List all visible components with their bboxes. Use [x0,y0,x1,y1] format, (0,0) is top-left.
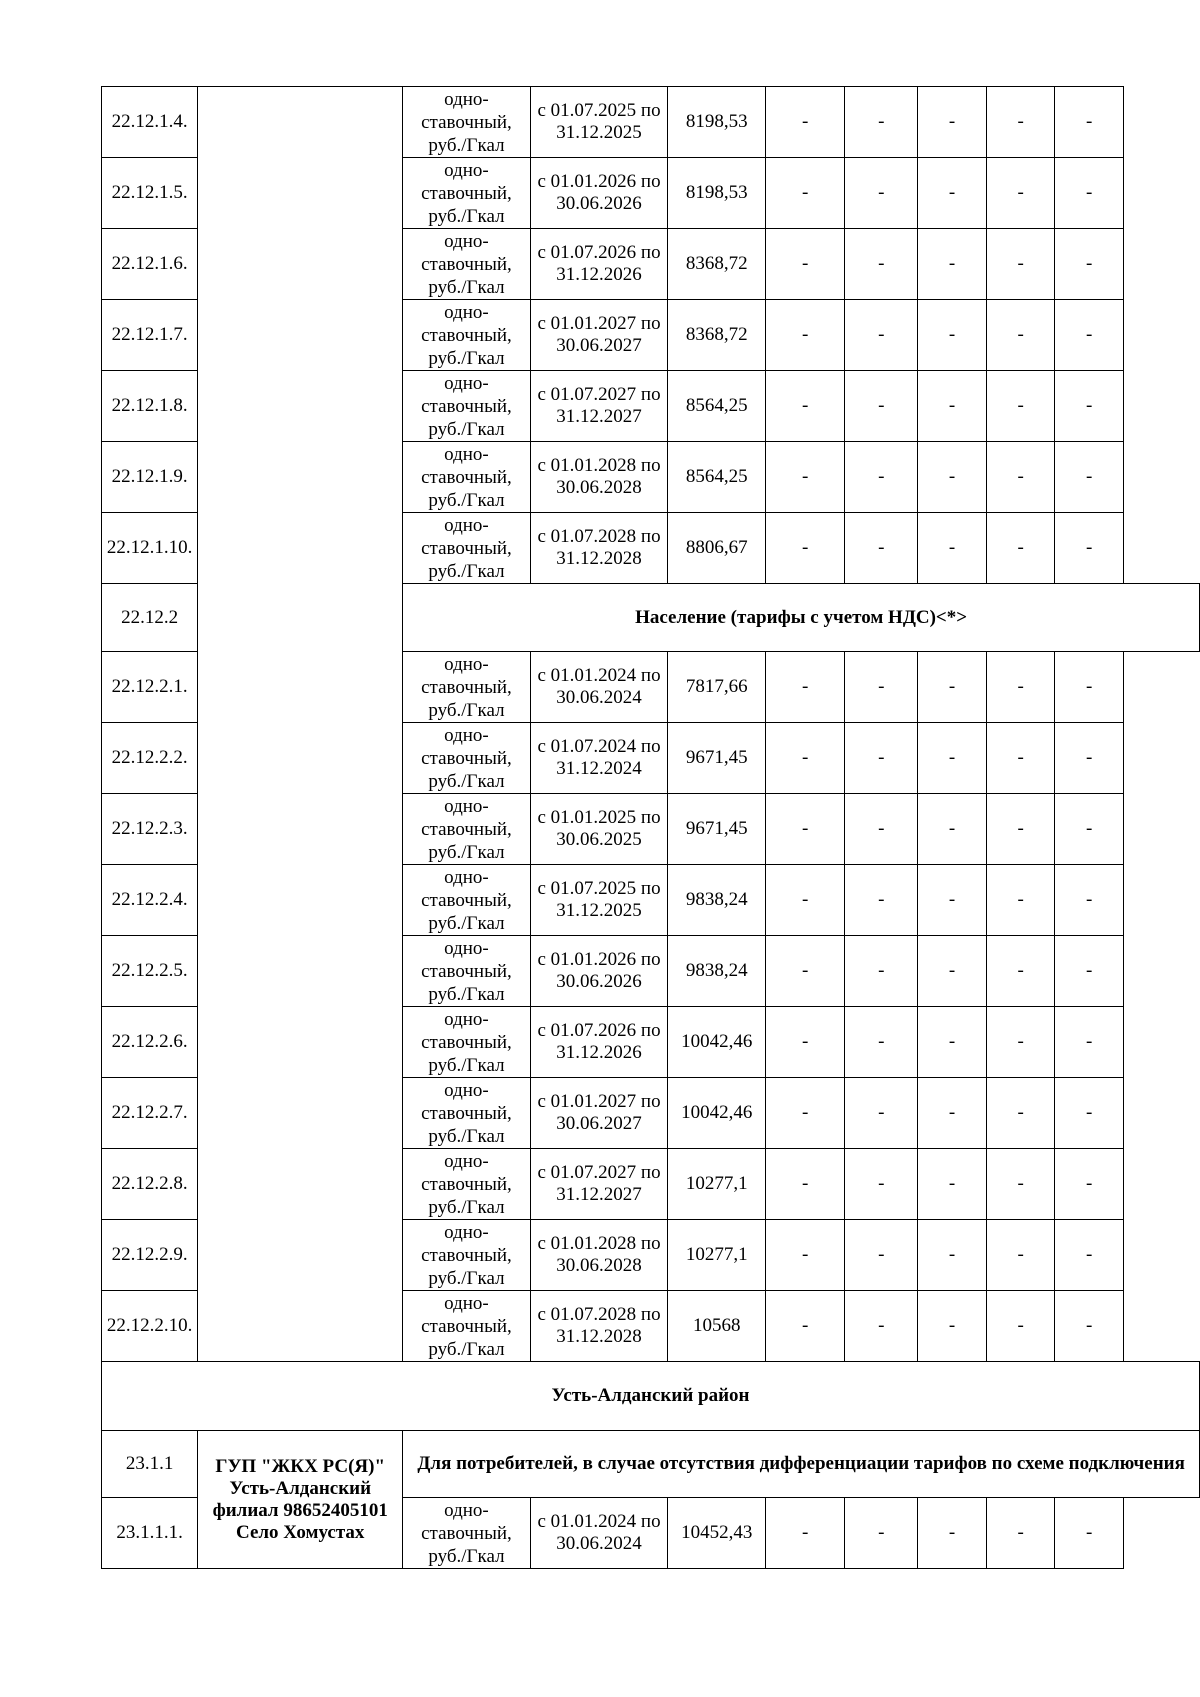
empty-value-cell: - [918,87,987,158]
empty-value-cell: - [986,865,1055,936]
empty-value-cell: - [845,442,918,513]
empty-value-cell: - [766,87,845,158]
empty-value-cell: - [766,158,845,229]
empty-value-cell: - [1055,1498,1124,1569]
period-cell: с 01.07.2026 по 31.12.2026 [530,229,668,300]
period-cell: с 01.07.2027 по 31.12.2027 [530,371,668,442]
period-cell: с 01.01.2027 по 30.06.2027 [530,1078,668,1149]
row-number: 22.12.2.4. [102,865,198,936]
empty-value-cell: - [986,442,1055,513]
empty-value-cell: - [766,442,845,513]
organization-number: 23.1.1 [102,1431,198,1498]
period-cell: с 01.07.2028 по 31.12.2028 [530,1291,668,1362]
empty-value-cell: - [1055,865,1124,936]
empty-value-cell: - [766,1291,845,1362]
empty-value-cell: - [1055,936,1124,1007]
period-cell: с 01.01.2026 по 30.06.2026 [530,936,668,1007]
district-title: Усть-Алданский район [102,1362,1200,1431]
tariff-value-cell: 8368,72 [668,229,766,300]
tariff-value-cell: 8198,53 [668,87,766,158]
empty-value-cell: - [986,1220,1055,1291]
empty-value-cell: - [986,1007,1055,1078]
row-number: 22.12.2.8. [102,1149,198,1220]
empty-value-cell: - [845,1220,918,1291]
empty-value-cell: - [1055,723,1124,794]
district-row [102,1362,1200,1431]
empty-value-cell: - [918,1149,987,1220]
empty-value-cell: - [986,1291,1055,1362]
tariff-value-cell: 9838,24 [668,936,766,1007]
empty-value-cell: - [918,1220,987,1291]
empty-value-cell: - [766,513,845,584]
empty-value-cell: - [766,229,845,300]
tariff-value-cell: 10568 [668,1291,766,1362]
empty-value-cell: - [918,229,987,300]
row-number: 22.12.1.4. [102,87,198,158]
empty-value-cell: - [1055,442,1124,513]
row-number: 22.12.2.10. [102,1291,198,1362]
empty-value-cell: - [845,1291,918,1362]
row-number: 22.12.1.9. [102,442,198,513]
rate-type-cell: одно-ставочный, руб./Гкал [403,513,530,584]
empty-value-cell: - [918,652,987,723]
consumer-group-header: Для потребителей, в случае отсутствия дифференциации тарифов по схеме подключения [403,1431,1200,1498]
rate-type-cell: одно-ставочный, руб./Гкал [403,723,530,794]
organization-cell-blank [198,87,403,1362]
empty-value-cell: - [1055,513,1124,584]
empty-value-cell: - [918,794,987,865]
row-number: 22.12.1.10. [102,513,198,584]
row-number: 22.12.2.1. [102,652,198,723]
empty-value-cell: - [986,723,1055,794]
row-number: 22.12.2.3. [102,794,198,865]
empty-value-cell: - [1055,87,1124,158]
table-row [102,87,1200,158]
empty-value-cell: - [1055,794,1124,865]
empty-value-cell: - [766,652,845,723]
empty-value-cell: - [918,1291,987,1362]
empty-value-cell: - [1055,1291,1124,1362]
empty-value-cell: - [845,936,918,1007]
tariff-value-cell: 10277,1 [668,1149,766,1220]
empty-value-cell: - [766,1220,845,1291]
empty-value-cell: - [1055,158,1124,229]
period-cell: с 01.07.2025 по 31.12.2025 [530,865,668,936]
empty-value-cell: - [845,87,918,158]
empty-value-cell: - [845,229,918,300]
empty-value-cell: - [845,1078,918,1149]
period-cell: с 01.07.2025 по 31.12.2025 [530,87,668,158]
row-number: 22.12.2.7. [102,1078,198,1149]
empty-value-cell: - [845,1007,918,1078]
period-cell: с 01.01.2028 по 30.06.2028 [530,442,668,513]
tariff-value-cell: 10042,46 [668,1078,766,1149]
empty-value-cell: - [845,794,918,865]
empty-value-cell: - [918,300,987,371]
organization-header-row [102,1431,1200,1498]
empty-value-cell: - [1055,371,1124,442]
rate-type-cell: одно-ставочный, руб./Гкал [403,1149,530,1220]
empty-value-cell: - [986,652,1055,723]
row-number: 22.12.2.6. [102,1007,198,1078]
empty-value-cell: - [986,794,1055,865]
empty-value-cell: - [986,300,1055,371]
section-title: Население (тарифы с учетом НДС)<*> [403,584,1200,652]
rate-type-cell: одно-ставочный, руб./Гкал [403,1291,530,1362]
row-number: 22.12.1.6. [102,229,198,300]
tariff-value-cell: 8564,25 [668,371,766,442]
empty-value-cell: - [986,87,1055,158]
rate-type-cell: одно-ставочный, руб./Гкал [403,442,530,513]
empty-value-cell: - [845,371,918,442]
empty-value-cell: - [845,865,918,936]
empty-value-cell: - [918,1007,987,1078]
tariff-value-cell: 9838,24 [668,865,766,936]
organization-name: ГУП "ЖКХ РС(Я)" Усть-Алданский филиал 98652405101 Село Хомустах [198,1431,403,1569]
empty-value-cell: - [845,300,918,371]
period-cell: с 01.01.2024 по 30.06.2024 [530,652,668,723]
tariff-value-cell: 10277,1 [668,1220,766,1291]
rate-type-cell: одно-ставочный, руб./Гкал [403,936,530,1007]
tariff-table [101,86,1200,1569]
row-number: 23.1.1.1. [102,1498,198,1569]
empty-value-cell: - [918,371,987,442]
tariff-value-cell: 8564,25 [668,442,766,513]
rate-type-cell: одно-ставочный, руб./Гкал [403,1078,530,1149]
period-cell: с 01.01.2024 по 30.06.2024 [530,1498,668,1569]
rate-type-cell: одно-ставочный, руб./Гкал [403,1498,530,1569]
tariff-value-cell: 8198,53 [668,158,766,229]
empty-value-cell: - [845,158,918,229]
empty-value-cell: - [766,1007,845,1078]
empty-value-cell: - [918,513,987,584]
tariff-value-cell: 8368,72 [668,300,766,371]
rate-type-cell: одно-ставочный, руб./Гкал [403,794,530,865]
empty-value-cell: - [845,1149,918,1220]
row-number: 22.12.1.7. [102,300,198,371]
empty-value-cell: - [766,1149,845,1220]
empty-value-cell: - [986,1078,1055,1149]
empty-value-cell: - [986,158,1055,229]
section-number: 22.12.2 [102,584,198,652]
empty-value-cell: - [918,936,987,1007]
rate-type-cell: одно-ставочный, руб./Гкал [403,229,530,300]
empty-value-cell: - [918,865,987,936]
empty-value-cell: - [845,1498,918,1569]
tariff-value-cell: 8806,67 [668,513,766,584]
empty-value-cell: - [766,300,845,371]
rate-type-cell: одно-ставочный, руб./Гкал [403,300,530,371]
rate-type-cell: одно-ставочный, руб./Гкал [403,371,530,442]
empty-value-cell: - [1055,229,1124,300]
tariff-value-cell: 9671,45 [668,794,766,865]
empty-value-cell: - [986,371,1055,442]
rate-type-cell: одно-ставочный, руб./Гкал [403,87,530,158]
period-cell: с 01.01.2027 по 30.06.2027 [530,300,668,371]
period-cell: с 01.07.2028 по 31.12.2028 [530,513,668,584]
empty-value-cell: - [918,1498,987,1569]
empty-value-cell: - [918,723,987,794]
empty-value-cell: - [1055,652,1124,723]
empty-value-cell: - [986,229,1055,300]
row-number: 22.12.2.5. [102,936,198,1007]
empty-value-cell: - [1055,300,1124,371]
empty-value-cell: - [845,652,918,723]
empty-value-cell: - [918,442,987,513]
empty-value-cell: - [766,865,845,936]
empty-value-cell: - [1055,1078,1124,1149]
empty-value-cell: - [766,1498,845,1569]
empty-value-cell: - [986,513,1055,584]
period-cell: с 01.01.2028 по 30.06.2028 [530,1220,668,1291]
rate-type-cell: одно-ставочный, руб./Гкал [403,158,530,229]
tariff-value-cell: 10042,46 [668,1007,766,1078]
rate-type-cell: одно-ставочный, руб./Гкал [403,652,530,723]
period-cell: с 01.07.2026 по 31.12.2026 [530,1007,668,1078]
rate-type-cell: одно-ставочный, руб./Гкал [403,1220,530,1291]
empty-value-cell: - [986,1498,1055,1569]
tariff-value-cell: 10452,43 [668,1498,766,1569]
period-cell: с 01.01.2025 по 30.06.2025 [530,794,668,865]
empty-value-cell: - [986,1149,1055,1220]
empty-value-cell: - [1055,1220,1124,1291]
period-cell: с 01.07.2024 по 31.12.2024 [530,723,668,794]
rate-type-cell: одно-ставочный, руб./Гкал [403,865,530,936]
period-cell: с 01.01.2026 по 30.06.2026 [530,158,668,229]
rate-type-cell: одно-ставочный, руб./Гкал [403,1007,530,1078]
empty-value-cell: - [918,1078,987,1149]
row-number: 22.12.1.8. [102,371,198,442]
period-cell: с 01.07.2027 по 31.12.2027 [530,1149,668,1220]
empty-value-cell: - [766,936,845,1007]
empty-value-cell: - [1055,1149,1124,1220]
empty-value-cell: - [766,794,845,865]
tariff-value-cell: 9671,45 [668,723,766,794]
empty-value-cell: - [845,723,918,794]
empty-value-cell: - [766,723,845,794]
row-number: 22.12.1.5. [102,158,198,229]
empty-value-cell: - [766,1078,845,1149]
row-number: 22.12.2.2. [102,723,198,794]
empty-value-cell: - [918,158,987,229]
tariff-value-cell: 7817,66 [668,652,766,723]
empty-value-cell: - [986,936,1055,1007]
empty-value-cell: - [766,371,845,442]
empty-value-cell: - [845,513,918,584]
empty-value-cell: - [1055,1007,1124,1078]
row-number: 22.12.2.9. [102,1220,198,1291]
